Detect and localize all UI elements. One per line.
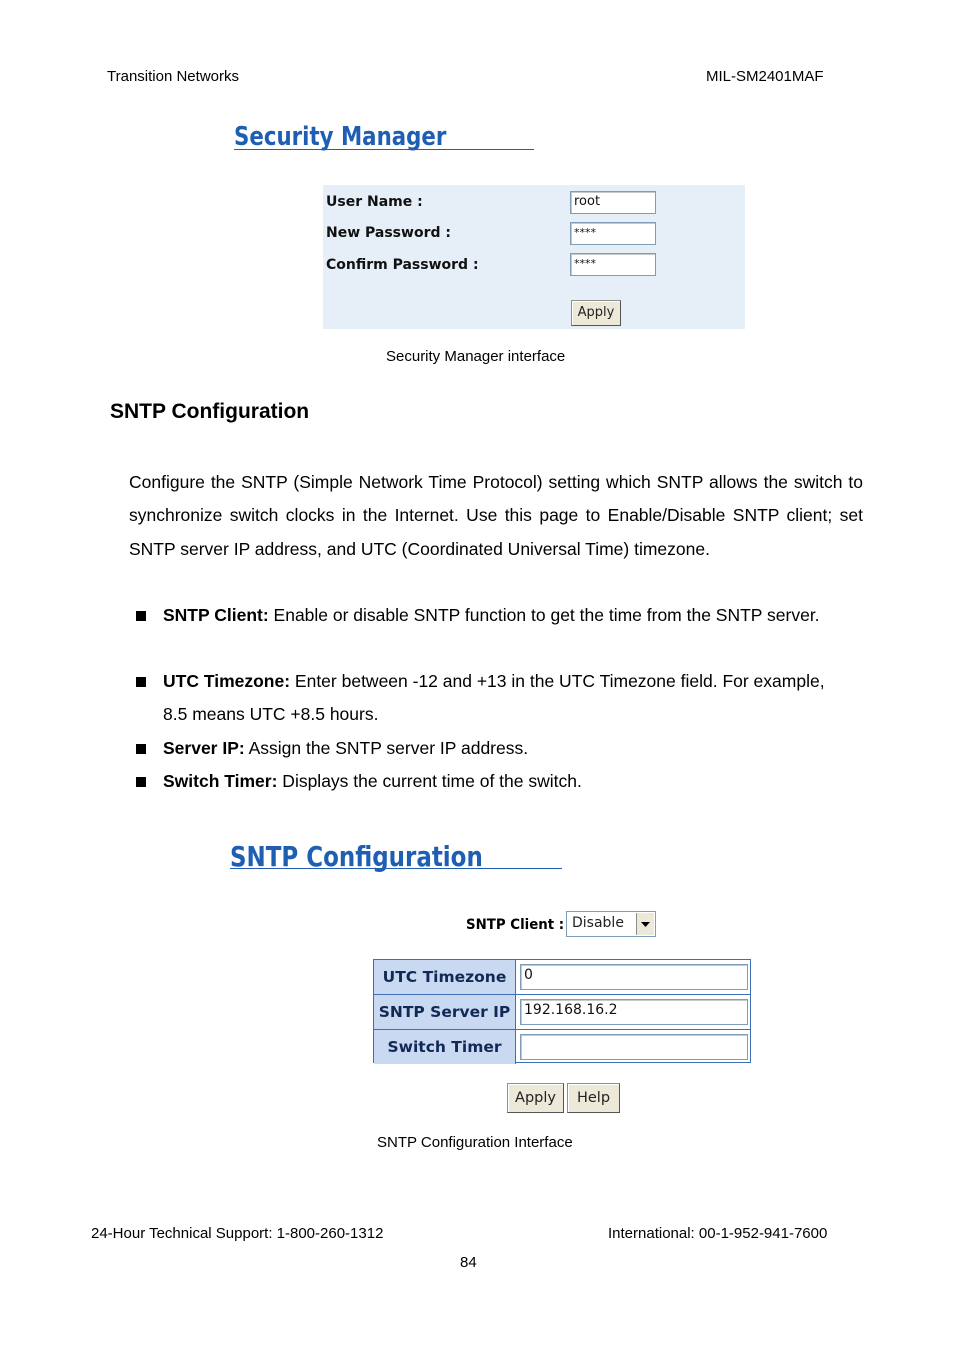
sntp-settings-table: [373, 959, 751, 1063]
bullet-square-icon: [136, 611, 146, 621]
sntp-config-caption: SNTP Configuration Interface: [377, 1134, 573, 1151]
security-manager-caption: Security Manager interface: [386, 348, 566, 365]
sntp-client-label: SNTP Client :: [466, 917, 565, 933]
chevron-down-icon: [637, 913, 654, 935]
bullet-term: UTC Timezone:: [163, 671, 291, 691]
bullet-switch-timer: [134, 765, 834, 799]
confirm-password-input[interactable]: ****: [570, 253, 656, 276]
section-heading: SNTP Configuration: [110, 400, 310, 423]
security-manager-title: Security Manager: [234, 122, 447, 152]
bullet-square-icon: [136, 744, 146, 754]
header-left: Transition Networks: [107, 68, 239, 85]
confirm-password-label: Confirm Password :: [326, 257, 479, 273]
bullet-term: Switch Timer:: [163, 771, 278, 791]
bullet-text: Enable or disable SNTP function to get the time from the SNTP server.: [268, 605, 820, 625]
table-row: [374, 994, 750, 1029]
sntp-server-ip-input[interactable]: 192.168.16.2: [520, 999, 748, 1025]
switch-timer-input[interactable]: [520, 1034, 748, 1060]
bullet-square-icon: [136, 677, 146, 687]
dropdown-arrow-button[interactable]: [636, 913, 654, 935]
sntp-server-ip-label: SNTP Server IP: [374, 995, 516, 1029]
header-right: MIL-SM2401MAF: [706, 68, 824, 85]
switch-timer-label: Switch Timer: [374, 1030, 516, 1064]
security-manager-panel: [323, 185, 745, 329]
table-row: [374, 1029, 750, 1064]
security-apply-button[interactable]: Apply: [571, 300, 621, 326]
bullet-term: Server IP:: [163, 738, 245, 758]
bullet-utc-timezone: [134, 665, 834, 732]
table-row: [374, 960, 750, 994]
bullet-square-icon: [136, 777, 146, 787]
bullet-term: SNTP Client:: [163, 605, 269, 625]
footer-international: International: 00-1-952-941-7600: [608, 1225, 828, 1242]
user-name-label: User Name :: [326, 194, 423, 210]
new-password-label: New Password :: [326, 225, 451, 241]
sntp-help-button[interactable]: Help: [567, 1083, 620, 1113]
bullet-text: Assign the SNTP server IP address.: [244, 738, 529, 758]
page-number: 84: [460, 1254, 477, 1271]
sntp-client-selected-value: Disable: [572, 915, 624, 931]
utc-timezone-input[interactable]: 0: [520, 964, 748, 990]
new-password-input[interactable]: ****: [570, 222, 656, 245]
security-manager-title-underline: [234, 149, 534, 150]
user-name-input[interactable]: root: [570, 191, 656, 214]
sntp-config-title: SNTP Configuration: [230, 840, 483, 873]
sntp-apply-button[interactable]: Apply: [507, 1083, 564, 1113]
sntp-client-select[interactable]: [566, 911, 656, 937]
utc-timezone-label: UTC Timezone: [374, 960, 516, 994]
footer-support: 24-Hour Technical Support: 1-800-260-1312: [91, 1225, 384, 1242]
section-paragraph: Configure the SNTP (Simple Network Time Protocol) setting which SNTP allows the switch to synchronize switch clocks in the Internet. Use this page to Enable/Disable SNTP client; set SNTP server IP address, and UTC (Coordinated Universal Time) timezone.: [129, 472, 863, 559]
bullet-text: Displays the current time of the switch.: [277, 771, 582, 791]
sntp-config-title-underline: [230, 868, 562, 869]
bullet-sntp-client: [134, 599, 834, 666]
bullet-server-ip: [134, 732, 834, 766]
bullet-text: Enter between -12 and +13 in the UTC Timezone field. For example, 8.5 means UTC +8.5 hours.: [163, 671, 825, 725]
